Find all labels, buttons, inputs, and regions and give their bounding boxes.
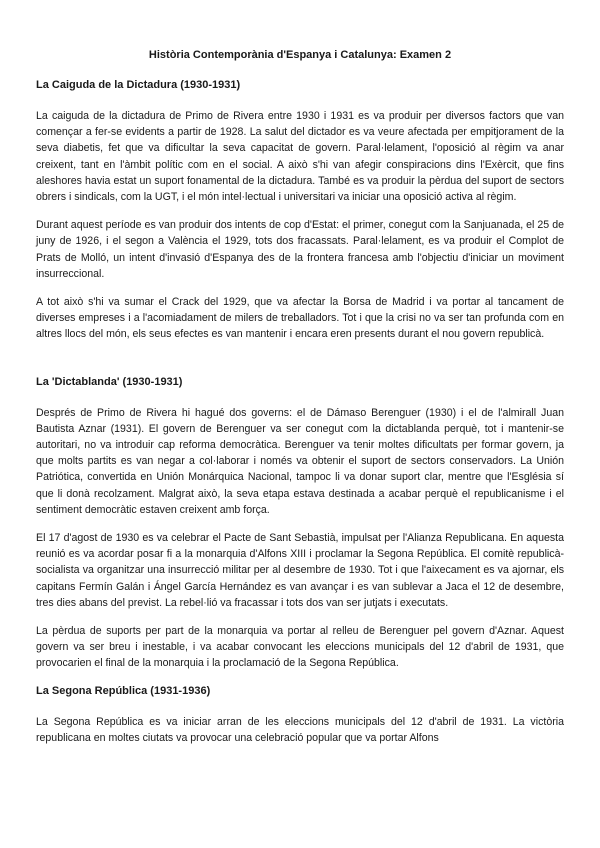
section-spacer [36, 355, 564, 375]
section-caiguda-dictadura [36, 78, 564, 343]
paragraph: La caiguda de la dictadura de Primo de Rivera entre 1930 i 1931 es va produir per diversos factors que van començar a fer-se evidents a partir de 1928. La salut del dictador es va veure afectada per empitjorament de la seva diabetis, fet que va dificultar la seva capacitat de govern. Paral·lelament, l'oposició al règim va anar creixent, tant en l'àmbit polític com en el social. A això s'hi van afegir conspiracions dins l'Exèrcit, que fins aleshores havia estat un suport fonamental de la dictadura. També es va produir la pèrdua del suport de sectors obrers i sindicals, com la UGT, i el món intel·lectual i universitari va iniciar una oposició activa al règim. [36, 110, 564, 204]
section-dictablanda [36, 375, 564, 672]
section-segona-republica [36, 684, 564, 746]
section-heading: La Segona República (1931-1936) [36, 684, 211, 697]
paragraph: A tot això s'hi va sumar el Crack del 1929, que va afectar la Borsa de Madrid i va portar al tancament de diverses empreses i a l'acomiadament de milers de treballadors. Tot i que la crisi no va ser tan profunda com en altres llocs del món, els seus efectes es van mantenir i encara eren presents durant el nou govern republicà. [36, 296, 564, 341]
paragraph: La pèrdua de suports per part de la monarquia va portar al relleu de Berenguer pel govern d'Aznar. Aquest govern va ser breu i inestable, i va acabar convocant les eleccions municipals del 12 d'abril de 1931, que provocarien el final de la monarquia i la proclamació de la Segona República. [36, 625, 564, 670]
section-heading: La Caiguda de la Dictadura (1930-1931) [36, 79, 241, 91]
paragraph: La Segona República es va iniciar arran de les eleccions municipals del 12 d'abril de 1931. La victòria republicana en moltes ciutats va provocar una celebració popular que va portar Alfons [36, 715, 564, 744]
paragraph: Durant aquest període es van produir dos intents de cop d'Estat: el primer, conegut com la Sanjuanada, el 25 de juny de 1926, i el segon a València el 1929, tots dos fracassats. Paral·lelament, es va produir el Complot de Prats de Molló, un intent d'invasió d'Espanya des de la frontera francesa amb l'objectiu d'iniciar un moviment insurreccional. [36, 219, 564, 280]
section-heading: La 'Dictablanda' (1930-1931) [36, 375, 183, 388]
paragraph: Després de Primo de Rivera hi hagué dos governs: el de Dámaso Berenguer (1930) i el de l'almirall Juan Bautista Aznar (1931). El govern de Berenguer va ser conegut com la dictablanda perquè, tot i mantenir-se autoritari, no va introduir cap reforma democràtica. Berenguer va tenir moltes dificultats per formar govern, ja que molts partits es van negar a col·laborar i només va obtenir el suport de sectors conservadors. La Unión Patriótica, convertida en Unión Monárquica Nacional, tampoc li va donar suport clar, mentre que l'Església sí que li donà recolzament. Malgrat això, la seva etapa estava destinada a acabar perquè el republicanisme i el sentiment democràtic estaven creixent amb força. [36, 406, 564, 516]
document-title: Història Contemporània d'Espanya i Catalunya: Examen 2 [148, 49, 452, 61]
paragraph: El 17 d'agost de 1930 es va celebrar el Pacte de Sant Sebastià, impulsat per l'Alianza Republicana. En aquesta reunió es va acordar posar fi a la monarquia d'Alfons XIII i proclamar la Segona República. El comitè republicà-socialista va organitzar una insurrecció militar per al desembre de 1930. Tot i que l'aixecament es va ajornar, els capitans Fermín Galán i Ángel García Hernández es van avançar i es van sublevar a Jaca el 12 de desembre, tres dies abans del previst. La rebel·lió va fracassar i tots dos van ser jutjats i executats. [36, 532, 564, 609]
